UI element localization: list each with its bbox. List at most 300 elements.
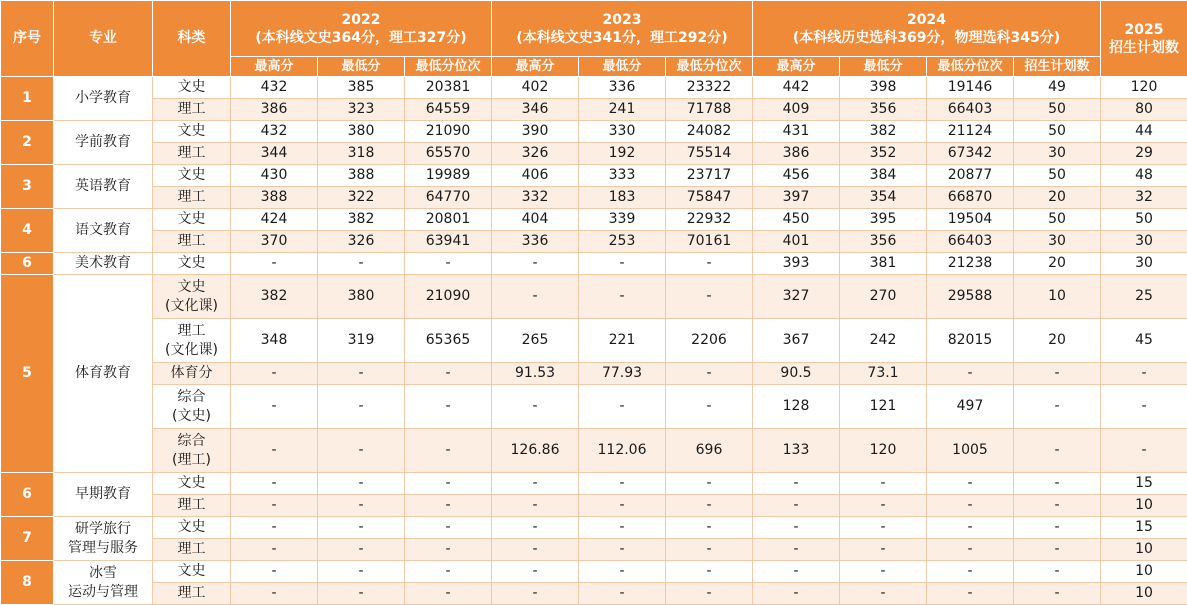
score-cell: - bbox=[840, 561, 927, 583]
score-cell: - bbox=[1014, 539, 1101, 561]
category-cell bbox=[153, 517, 231, 539]
header-category: 科类 bbox=[153, 1, 231, 77]
score-cell: 25 bbox=[1101, 275, 1187, 319]
category-label: 文史 bbox=[177, 255, 206, 271]
score-cell: 380 bbox=[318, 121, 405, 143]
score-cell: - bbox=[1014, 517, 1101, 539]
score-cell: 388 bbox=[231, 187, 318, 209]
major-name bbox=[54, 121, 153, 165]
score-cell: 30 bbox=[1101, 231, 1187, 253]
sub-header-rank-2023: 最低分位次 bbox=[666, 57, 753, 77]
score-cell: - bbox=[318, 495, 405, 517]
score-cell: 29 bbox=[1101, 143, 1187, 165]
score-cell: 388 bbox=[318, 165, 405, 187]
table-row bbox=[1, 231, 1187, 253]
score-cell: - bbox=[1101, 385, 1187, 429]
score-cell: - bbox=[318, 429, 405, 473]
category-sublabel: (文化课) bbox=[165, 341, 218, 358]
score-cell: - bbox=[579, 495, 666, 517]
score-cell: 70161 bbox=[666, 231, 753, 253]
table-row bbox=[1, 99, 1187, 121]
score-cell: 64559 bbox=[405, 99, 492, 121]
score-cell: 67342 bbox=[927, 143, 1014, 165]
score-cell: 395 bbox=[840, 209, 927, 231]
table-row bbox=[1, 473, 1187, 495]
score-cell: 20877 bbox=[927, 165, 1014, 187]
score-cell: 450 bbox=[753, 209, 840, 231]
score-cell: - bbox=[666, 561, 753, 583]
score-cell: - bbox=[405, 363, 492, 385]
major-name-line1: 研学旅行 bbox=[75, 520, 131, 537]
score-cell: - bbox=[753, 517, 840, 539]
score-cell: - bbox=[666, 473, 753, 495]
category-label: 文史 bbox=[177, 563, 206, 579]
score-cell: 10 bbox=[1101, 495, 1187, 517]
category-label: 综合 bbox=[177, 432, 206, 449]
score-cell: 2206 bbox=[666, 319, 753, 363]
score-cell: 339 bbox=[579, 209, 666, 231]
score-cell: - bbox=[405, 473, 492, 495]
score-cell: - bbox=[231, 517, 318, 539]
category-label: 文史 bbox=[177, 79, 206, 95]
major-name-line1: 冰雪 bbox=[89, 564, 117, 581]
category-cell bbox=[153, 121, 231, 143]
year-2024-label: 2024 bbox=[907, 11, 946, 28]
score-cell: - bbox=[666, 275, 753, 319]
score-cell: 1005 bbox=[927, 429, 1014, 473]
major-name-line1: 早期教育 bbox=[75, 486, 131, 502]
score-cell: 50 bbox=[1014, 165, 1101, 187]
score-cell: 66403 bbox=[927, 231, 1014, 253]
score-cell: - bbox=[231, 561, 318, 583]
category-cell bbox=[153, 539, 231, 561]
score-cell: 24082 bbox=[666, 121, 753, 143]
category-cell bbox=[153, 143, 231, 165]
major-name-line1: 小学教育 bbox=[75, 90, 131, 106]
category-label: 理工 bbox=[177, 233, 206, 249]
table-row bbox=[1, 495, 1187, 517]
score-cell: 382 bbox=[840, 121, 927, 143]
category-cell bbox=[153, 275, 231, 319]
score-cell: 318 bbox=[318, 143, 405, 165]
score-cell: 128 bbox=[753, 385, 840, 429]
score-cell: 10 bbox=[1014, 275, 1101, 319]
category-label: 文史 bbox=[177, 475, 206, 491]
score-cell: 270 bbox=[840, 275, 927, 319]
score-cell: - bbox=[492, 583, 579, 605]
category-label: 理工 bbox=[177, 189, 206, 205]
score-cell: 382 bbox=[231, 275, 318, 319]
score-cell: 265 bbox=[492, 319, 579, 363]
score-cell: 20381 bbox=[405, 77, 492, 99]
score-cell: 20 bbox=[1014, 253, 1101, 275]
score-cell: - bbox=[492, 473, 579, 495]
score-cell: - bbox=[927, 583, 1014, 605]
header-year-2024 bbox=[753, 1, 1101, 57]
score-cell: - bbox=[666, 583, 753, 605]
year-2025-label: 2025 bbox=[1124, 21, 1164, 38]
year-2024-note: (本科线历史选科369分，物理选科345分) bbox=[792, 29, 1061, 46]
score-cell: - bbox=[753, 539, 840, 561]
sub-header-plan-2024: 招生计划数 bbox=[1014, 57, 1101, 77]
row-index: 3 bbox=[1, 165, 54, 209]
score-cell: 356 bbox=[840, 231, 927, 253]
score-cell: 71788 bbox=[666, 99, 753, 121]
table-row bbox=[1, 143, 1187, 165]
year-2022-note: (本科线文史364分，理工327分) bbox=[255, 29, 467, 46]
score-cell: - bbox=[492, 495, 579, 517]
row-index: 6 bbox=[1, 253, 54, 275]
sub-header-min-2023: 最低分 bbox=[579, 57, 666, 77]
category-label: 理工 bbox=[177, 497, 206, 513]
row-index: 5 bbox=[1, 275, 54, 473]
score-cell: 75847 bbox=[666, 187, 753, 209]
score-cell: 50 bbox=[1014, 99, 1101, 121]
table-row bbox=[1, 319, 1187, 363]
score-cell: 352 bbox=[840, 143, 927, 165]
score-cell: 348 bbox=[231, 319, 318, 363]
score-cell: 404 bbox=[492, 209, 579, 231]
score-cell: 384 bbox=[840, 165, 927, 187]
score-cell: - bbox=[840, 583, 927, 605]
score-cell: - bbox=[666, 517, 753, 539]
score-cell: 50 bbox=[1101, 209, 1187, 231]
score-cell: 409 bbox=[753, 99, 840, 121]
score-cell: 120 bbox=[840, 429, 927, 473]
score-cell: 20 bbox=[1014, 187, 1101, 209]
score-cell: - bbox=[579, 561, 666, 583]
score-cell: - bbox=[927, 561, 1014, 583]
category-label: 理工 bbox=[177, 101, 206, 117]
score-cell: - bbox=[405, 517, 492, 539]
score-cell: 696 bbox=[666, 429, 753, 473]
score-cell: - bbox=[492, 517, 579, 539]
table-row bbox=[1, 385, 1187, 429]
category-cell bbox=[153, 319, 231, 363]
score-cell: 192 bbox=[579, 143, 666, 165]
score-cell: 120 bbox=[1101, 77, 1187, 99]
category-cell bbox=[153, 495, 231, 517]
score-cell: 80 bbox=[1101, 99, 1187, 121]
score-cell: 44 bbox=[1101, 121, 1187, 143]
sub-header-rank-2022: 最低分位次 bbox=[405, 57, 492, 77]
score-cell: 221 bbox=[579, 319, 666, 363]
major-name bbox=[54, 253, 153, 275]
score-cell: 346 bbox=[492, 99, 579, 121]
score-cell: 50 bbox=[1014, 121, 1101, 143]
score-cell: - bbox=[666, 253, 753, 275]
category-sublabel: (文史) bbox=[172, 407, 211, 424]
score-cell: 73.1 bbox=[840, 363, 927, 385]
score-cell: 398 bbox=[840, 77, 927, 99]
score-cell: - bbox=[927, 539, 1014, 561]
category-cell bbox=[153, 99, 231, 121]
score-cell: - bbox=[231, 583, 318, 605]
category-label: 理工 bbox=[177, 322, 206, 339]
score-cell: 29588 bbox=[927, 275, 1014, 319]
sub-header-max-2024: 最高分 bbox=[753, 57, 840, 77]
score-cell: - bbox=[753, 583, 840, 605]
score-cell: 21124 bbox=[927, 121, 1014, 143]
score-cell: 253 bbox=[579, 231, 666, 253]
score-cell: - bbox=[318, 517, 405, 539]
score-cell: - bbox=[318, 473, 405, 495]
score-cell: - bbox=[927, 495, 1014, 517]
category-label: 体育分 bbox=[170, 365, 213, 381]
score-cell: 30 bbox=[1101, 253, 1187, 275]
table-row bbox=[1, 561, 1187, 583]
score-cell: 332 bbox=[492, 187, 579, 209]
category-label: 文史 bbox=[177, 278, 206, 295]
table-row bbox=[1, 77, 1187, 99]
category-label: 理工 bbox=[177, 145, 206, 161]
score-cell: 381 bbox=[840, 253, 927, 275]
score-cell: - bbox=[318, 561, 405, 583]
score-cell: - bbox=[666, 495, 753, 517]
score-cell: 406 bbox=[492, 165, 579, 187]
score-cell: - bbox=[492, 561, 579, 583]
category-cell bbox=[153, 165, 231, 187]
year-2025-note: 招生计划数 bbox=[1109, 39, 1179, 56]
score-cell: 23322 bbox=[666, 77, 753, 99]
major-name bbox=[54, 275, 153, 473]
category-label: 综合 bbox=[177, 388, 206, 405]
score-cell: 456 bbox=[753, 165, 840, 187]
score-cell: 354 bbox=[840, 187, 927, 209]
header-index: 序号 bbox=[1, 1, 54, 77]
score-cell: 20 bbox=[1014, 319, 1101, 363]
score-cell: 65365 bbox=[405, 319, 492, 363]
score-cell: - bbox=[927, 517, 1014, 539]
score-cell: 21090 bbox=[405, 275, 492, 319]
score-cell: - bbox=[492, 275, 579, 319]
score-cell: - bbox=[1014, 583, 1101, 605]
score-cell: 48 bbox=[1101, 165, 1187, 187]
score-cell: - bbox=[753, 495, 840, 517]
score-cell: - bbox=[579, 385, 666, 429]
score-cell: - bbox=[231, 363, 318, 385]
major-name-line1: 美术教育 bbox=[75, 255, 131, 271]
score-cell: 112.06 bbox=[579, 429, 666, 473]
score-cell: 32 bbox=[1101, 187, 1187, 209]
major-name-line1: 学前教育 bbox=[75, 134, 131, 150]
table-row bbox=[1, 209, 1187, 231]
sub-header-min-2022: 最低分 bbox=[318, 57, 405, 77]
score-cell: - bbox=[579, 539, 666, 561]
score-cell: - bbox=[1014, 473, 1101, 495]
category-label: 文史 bbox=[177, 519, 206, 535]
score-cell: - bbox=[666, 385, 753, 429]
score-cell: 22932 bbox=[666, 209, 753, 231]
score-cell: 82015 bbox=[927, 319, 1014, 363]
table-row bbox=[1, 187, 1187, 209]
category-label: 文史 bbox=[177, 211, 206, 227]
category-cell bbox=[153, 385, 231, 429]
score-cell: - bbox=[1101, 429, 1187, 473]
category-cell bbox=[153, 231, 231, 253]
score-cell: 380 bbox=[318, 275, 405, 319]
score-cell: - bbox=[579, 517, 666, 539]
score-cell: - bbox=[231, 495, 318, 517]
score-cell: 330 bbox=[579, 121, 666, 143]
score-cell: 367 bbox=[753, 319, 840, 363]
major-name-line2: 管理与服务 bbox=[68, 539, 138, 556]
score-cell: 432 bbox=[231, 77, 318, 99]
score-cell: 370 bbox=[231, 231, 318, 253]
score-cell: 63941 bbox=[405, 231, 492, 253]
score-cell: 442 bbox=[753, 77, 840, 99]
score-cell: 21238 bbox=[927, 253, 1014, 275]
table-row bbox=[1, 363, 1187, 385]
score-cell: 19146 bbox=[927, 77, 1014, 99]
score-cell: 10 bbox=[1101, 561, 1187, 583]
major-name bbox=[54, 165, 153, 209]
score-cell: 19504 bbox=[927, 209, 1014, 231]
score-cell: - bbox=[318, 385, 405, 429]
score-cell: - bbox=[405, 429, 492, 473]
score-cell: - bbox=[405, 539, 492, 561]
score-cell: 424 bbox=[231, 209, 318, 231]
score-cell: - bbox=[1014, 363, 1101, 385]
header-year-2025 bbox=[1101, 1, 1187, 77]
category-cell bbox=[153, 363, 231, 385]
score-cell: 91.53 bbox=[492, 363, 579, 385]
score-cell: 66870 bbox=[927, 187, 1014, 209]
major-name bbox=[54, 209, 153, 253]
score-cell: 386 bbox=[753, 143, 840, 165]
table-header bbox=[1, 1, 1187, 77]
score-cell: 126.86 bbox=[492, 429, 579, 473]
table-row bbox=[1, 253, 1187, 275]
sub-header-max-2022: 最高分 bbox=[231, 57, 318, 77]
score-cell: - bbox=[405, 495, 492, 517]
score-cell: - bbox=[492, 539, 579, 561]
score-cell: 75514 bbox=[666, 143, 753, 165]
major-name-line1: 体育教育 bbox=[75, 365, 131, 381]
table-row bbox=[1, 165, 1187, 187]
category-sublabel: (理工) bbox=[172, 451, 211, 468]
score-cell: - bbox=[231, 539, 318, 561]
score-cell: 402 bbox=[492, 77, 579, 99]
score-cell: 326 bbox=[492, 143, 579, 165]
category-label: 文史 bbox=[177, 167, 206, 183]
score-cell: 327 bbox=[753, 275, 840, 319]
table-row bbox=[1, 275, 1187, 319]
score-cell: - bbox=[231, 253, 318, 275]
major-name bbox=[54, 473, 153, 517]
score-cell: 333 bbox=[579, 165, 666, 187]
score-cell: 49 bbox=[1014, 77, 1101, 99]
category-label: 理工 bbox=[177, 585, 206, 601]
score-cell: 19989 bbox=[405, 165, 492, 187]
score-cell: - bbox=[1014, 495, 1101, 517]
score-cell: - bbox=[318, 253, 405, 275]
category-label: 文史 bbox=[177, 123, 206, 139]
score-cell: 393 bbox=[753, 253, 840, 275]
score-cell: 121 bbox=[840, 385, 927, 429]
score-cell: - bbox=[318, 363, 405, 385]
score-cell: 77.93 bbox=[579, 363, 666, 385]
score-cell: - bbox=[666, 539, 753, 561]
score-cell: 319 bbox=[318, 319, 405, 363]
score-cell: 336 bbox=[579, 77, 666, 99]
score-cell: - bbox=[231, 385, 318, 429]
score-cell: 64770 bbox=[405, 187, 492, 209]
category-cell bbox=[153, 583, 231, 605]
score-cell: 497 bbox=[927, 385, 1014, 429]
score-cell: 45 bbox=[1101, 319, 1187, 363]
score-cell: - bbox=[1101, 363, 1187, 385]
row-index: 4 bbox=[1, 209, 54, 253]
header-major: 专业 bbox=[54, 1, 153, 77]
sub-header-max-2023: 最高分 bbox=[492, 57, 579, 77]
score-cell: 20801 bbox=[405, 209, 492, 231]
category-cell bbox=[153, 473, 231, 495]
table-row bbox=[1, 583, 1187, 605]
score-cell: 326 bbox=[318, 231, 405, 253]
score-cell: - bbox=[492, 253, 579, 275]
category-cell bbox=[153, 209, 231, 231]
score-cell: - bbox=[579, 583, 666, 605]
major-name-line1: 语文教育 bbox=[75, 222, 131, 238]
score-cell: - bbox=[927, 363, 1014, 385]
score-cell: - bbox=[927, 473, 1014, 495]
score-cell: 10 bbox=[1101, 539, 1187, 561]
table-row bbox=[1, 517, 1187, 539]
score-cell: 323 bbox=[318, 99, 405, 121]
score-cell: 356 bbox=[840, 99, 927, 121]
year-2023-label: 2023 bbox=[602, 11, 642, 28]
score-cell: - bbox=[231, 429, 318, 473]
score-cell: 23717 bbox=[666, 165, 753, 187]
score-cell: 65570 bbox=[405, 143, 492, 165]
row-index: 8 bbox=[1, 561, 54, 605]
table-body bbox=[1, 77, 1187, 605]
score-cell: - bbox=[753, 473, 840, 495]
score-cell: 401 bbox=[753, 231, 840, 253]
major-name-line2: 运动与管理 bbox=[68, 583, 138, 600]
row-index: 7 bbox=[1, 517, 54, 561]
table-row bbox=[1, 121, 1187, 143]
category-cell bbox=[153, 187, 231, 209]
score-cell: 10 bbox=[1101, 583, 1187, 605]
score-cell: - bbox=[1014, 561, 1101, 583]
score-cell: - bbox=[753, 561, 840, 583]
score-cell: - bbox=[579, 473, 666, 495]
score-cell: 133 bbox=[753, 429, 840, 473]
score-cell: 30 bbox=[1014, 231, 1101, 253]
score-cell: - bbox=[405, 561, 492, 583]
score-cell: - bbox=[666, 363, 753, 385]
score-cell: 30 bbox=[1014, 143, 1101, 165]
score-cell: 430 bbox=[231, 165, 318, 187]
category-sublabel: (文化课) bbox=[165, 297, 218, 314]
score-cell: 183 bbox=[579, 187, 666, 209]
score-cell: - bbox=[840, 495, 927, 517]
score-cell: - bbox=[318, 539, 405, 561]
table-row bbox=[1, 429, 1187, 473]
category-cell bbox=[153, 429, 231, 473]
score-cell: 15 bbox=[1101, 517, 1187, 539]
score-cell: - bbox=[1014, 385, 1101, 429]
category-cell bbox=[153, 561, 231, 583]
score-cell: - bbox=[1014, 429, 1101, 473]
score-cell: 390 bbox=[492, 121, 579, 143]
score-cell: 50 bbox=[1014, 209, 1101, 231]
row-index: 2 bbox=[1, 121, 54, 165]
row-index: 1 bbox=[1, 77, 54, 121]
score-cell: - bbox=[318, 583, 405, 605]
